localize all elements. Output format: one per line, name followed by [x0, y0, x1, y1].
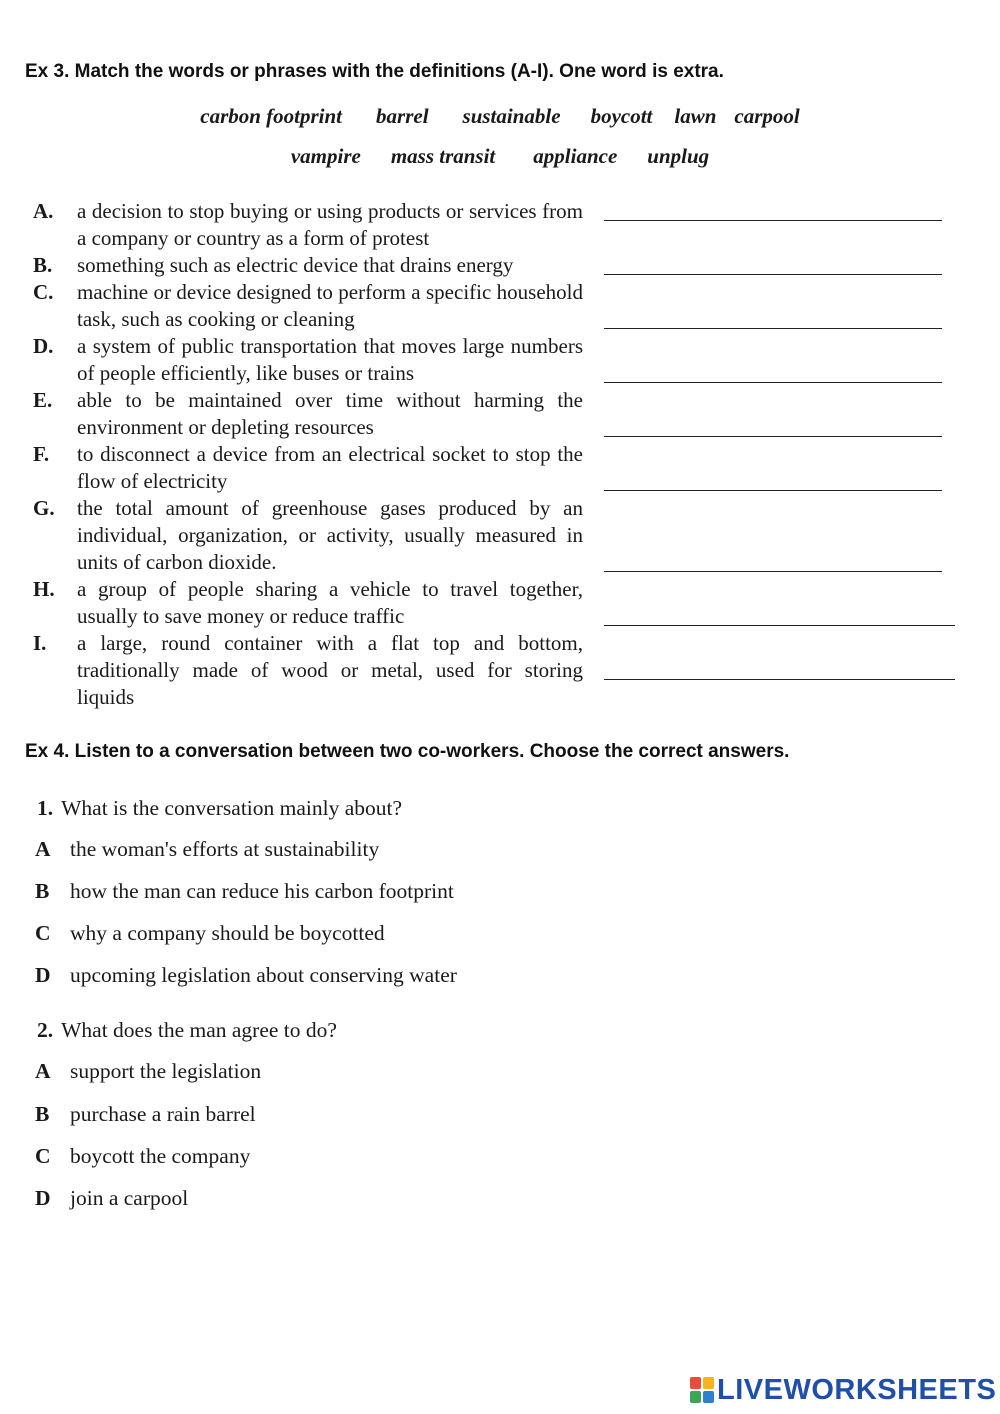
ex4-heading: Ex 4. Listen to a conversation between two co-workers. Choose the correct answers.	[25, 741, 790, 762]
question-number: 1.	[37, 796, 54, 820]
answer-blank[interactable]	[604, 274, 942, 275]
question-text: What is the conversation mainly about?	[61, 796, 403, 820]
option-text: upcoming legislation about conserving water	[70, 963, 457, 987]
logo-square-3	[690, 1391, 701, 1403]
word-bank-item: appliance	[533, 144, 618, 168]
definition-letter: H.	[33, 577, 55, 601]
option-letter: B	[35, 879, 50, 903]
answer-blank[interactable]	[604, 328, 942, 329]
question-text: What does the man agree to do?	[61, 1018, 337, 1042]
definition-text: a decision to stop buying or using products or services from a company or country as a form of protest	[77, 199, 583, 250]
answer-blank[interactable]	[604, 220, 942, 221]
option-row[interactable]	[35, 1059, 261, 1084]
option-row[interactable]	[35, 1102, 256, 1127]
definition-text: to disconnect a device from an electrical socket to stop the flow of electricity	[77, 442, 583, 493]
option-letter: C	[35, 1144, 51, 1168]
definition-text: a group of people sharing a vehicle to travel together, usually to save money or reduce traffic	[77, 577, 583, 628]
option-text: boycott the company	[70, 1144, 251, 1168]
word-bank-item: carbon footprint	[200, 104, 343, 128]
word-bank-item: lawn	[674, 104, 717, 128]
definition-letter: C.	[33, 280, 54, 304]
option-letter: D	[35, 963, 51, 987]
definition-letter: I.	[33, 631, 47, 655]
answer-blank[interactable]	[604, 571, 942, 572]
logo-text: LIVEWORKSHEETS	[717, 1373, 997, 1406]
ex3-heading: Ex 3. Match the words or phrases with the definitions (A-I). One word is extra.	[25, 61, 724, 82]
definition-text: the total amount of greenhouse gases produced by an individual, organization, or activity, usually measured in units of carbon dioxide.	[77, 496, 583, 574]
definition-letter: E.	[33, 388, 53, 412]
question-2	[37, 1018, 337, 1043]
answer-blank[interactable]	[604, 625, 955, 626]
question-number: 2.	[37, 1018, 54, 1042]
definition-text: a large, round container with a flat top and bottom, traditionally made of wood or metal, used for storing liquids	[77, 631, 583, 709]
answer-blank[interactable]	[604, 382, 942, 383]
option-row[interactable]	[35, 963, 457, 988]
option-row[interactable]	[35, 879, 454, 904]
word-bank-item: vampire	[290, 144, 361, 168]
word-bank-item: carpool	[734, 104, 800, 128]
definition-text: a system of public transportation that moves large numbers of people efficiently, like buses or trains	[77, 334, 583, 385]
option-row[interactable]	[35, 921, 385, 946]
answer-blank[interactable]	[604, 490, 942, 491]
logo-square-1	[690, 1377, 701, 1389]
option-letter: D	[35, 1186, 51, 1210]
definition-text: something such as electric device that drains energy	[77, 253, 514, 277]
question-1	[37, 796, 402, 821]
option-row[interactable]	[35, 1186, 188, 1211]
logo-square-2	[703, 1377, 714, 1389]
logo-square-4	[703, 1391, 714, 1403]
definition-letter: A.	[33, 199, 54, 223]
word-bank-item: sustainable	[462, 104, 561, 128]
definition-letter: D.	[33, 334, 54, 358]
definition-text: able to be maintained over time without harming the environment or depleting resources	[77, 388, 583, 439]
option-letter: A	[35, 1059, 51, 1083]
answer-blank[interactable]	[604, 436, 942, 437]
option-letter: C	[35, 921, 51, 945]
option-text: purchase a rain barrel	[70, 1102, 256, 1126]
word-bank-row-1	[0, 104, 1000, 129]
option-row[interactable]	[35, 1144, 250, 1169]
option-row[interactable]	[35, 837, 379, 862]
option-letter: A	[35, 837, 51, 861]
option-text: the woman's efforts at sustainability	[70, 837, 380, 861]
option-letter: B	[35, 1102, 50, 1126]
definition-letter: F.	[33, 442, 50, 466]
word-bank-row-2	[0, 144, 1000, 169]
word-bank-item: unplug	[647, 144, 710, 168]
option-text: how the man can reduce his carbon footprint	[70, 879, 454, 903]
definition-letter: B.	[33, 253, 53, 277]
word-bank-item: boycott	[590, 104, 653, 128]
liveworksheets-logo	[690, 1374, 996, 1406]
word-bank-item: barrel	[376, 104, 429, 128]
answer-blank[interactable]	[604, 679, 955, 680]
option-text: why a company should be boycotted	[70, 921, 385, 945]
option-text: join a carpool	[70, 1186, 189, 1210]
definition-letter: G.	[33, 496, 55, 520]
definition-text: machine or device designed to perform a specific household task, such as cooking or cleaning	[77, 280, 583, 331]
liveworksheets-logo-icon	[690, 1377, 714, 1403]
word-bank-item: mass transit	[390, 144, 496, 168]
option-text: support the legislation	[70, 1059, 262, 1083]
